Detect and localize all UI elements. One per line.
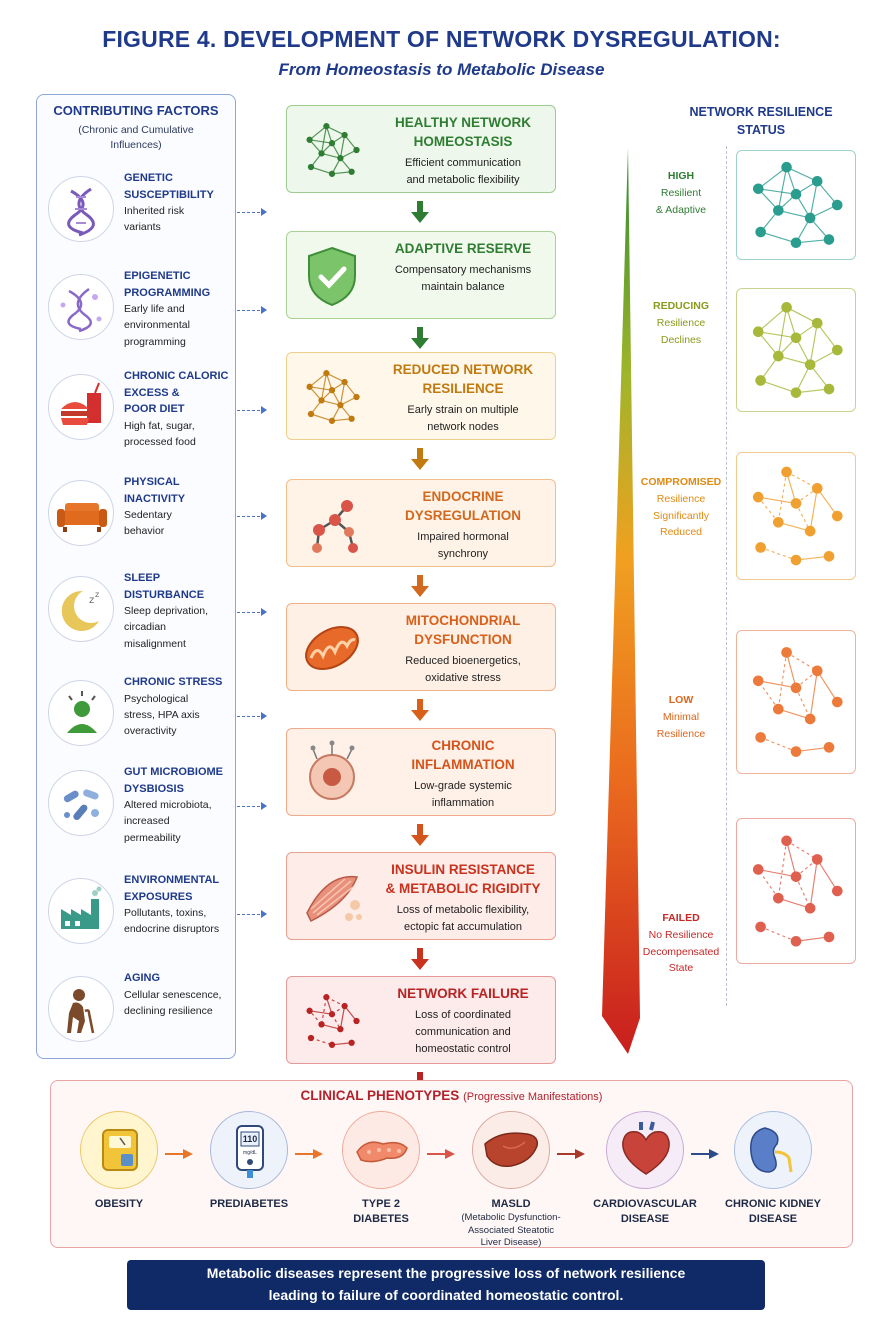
factor-connector-arrow <box>237 310 265 311</box>
stage-down-arrow <box>411 699 429 721</box>
conclusion-line-2: leading to failure of coordinated homeostatic control. <box>268 1286 624 1303</box>
stage-name: MITOCHONDRIAL DYSFUNCTION <box>405 613 521 647</box>
factor-name: PHYSICAL INACTIVITY <box>124 476 186 505</box>
stage-box <box>286 728 556 816</box>
shield-check-icon <box>297 242 367 310</box>
clinical-phenotypes-panel <box>50 1080 853 1248</box>
molecule-icon <box>297 490 367 558</box>
resilience-level: FAILED <box>662 912 700 924</box>
stage-description: Compensatory mechanisms maintain balance <box>394 263 532 293</box>
resilience-description: Minimal Resilience <box>656 710 706 740</box>
contributing-factors-heading: CONTRIBUTING FACTORS <box>53 103 219 118</box>
contributing-factors-subheading: (Chronic and Cumulative Influences) <box>78 124 194 152</box>
factor-connector-arrow <box>237 806 265 807</box>
stage-name: INSULIN RESISTANCE & METABOLIC RIGIDITY <box>385 862 541 896</box>
stage-description: Early strain on multiple network nodes <box>407 403 519 433</box>
factor-description: Early life and environmental programming <box>124 303 190 348</box>
phenotype-item <box>441 1111 581 1250</box>
factor-connector-arrow <box>237 716 265 717</box>
stage-down-arrow <box>411 948 429 970</box>
epigenetic-dna-icon <box>48 274 114 340</box>
figure-subtitle: From Homeostasis to Metabolic Disease <box>278 60 605 79</box>
factor-name: CHRONIC STRESS <box>124 676 223 688</box>
stage-box <box>286 352 556 440</box>
resilience-level: REDUCING <box>652 300 709 312</box>
contributing-factors-header <box>37 103 235 153</box>
stage-down-arrow <box>411 201 429 223</box>
factor-name: SLEEP DISTURBANCE <box>124 572 205 601</box>
svg-text:z: z <box>89 595 95 606</box>
network-diagram <box>736 630 856 774</box>
phenotype-description: (Metabolic Dysfunction- Associated Steatotic Liver Disease) <box>461 1211 561 1249</box>
stage-box <box>286 976 556 1064</box>
factor-item <box>46 368 241 448</box>
factor-name: EPIGENETIC PROGRAMMING <box>124 270 211 299</box>
factor-item <box>46 674 241 754</box>
stage-box <box>286 852 556 940</box>
factor-description: Cellular senescence, declining resilience <box>124 988 222 1017</box>
stage-box <box>286 603 556 691</box>
network-diagram <box>736 288 856 412</box>
mitochondria-icon <box>297 614 367 682</box>
clinical-title-note: (Progressive Manifestations) <box>463 1091 603 1103</box>
stage-name: ENDOCRINE DYSREGULATION <box>404 489 521 523</box>
factor-connector-arrow <box>237 410 265 411</box>
stage-description: Impaired hormonal synchrony <box>417 530 509 560</box>
glucose-unit: mg/dL <box>243 1150 257 1156</box>
phenotype-item <box>311 1111 451 1227</box>
resilience-status <box>638 474 724 541</box>
stage-description: Loss of coordinated communication and homeostatic control <box>414 1008 511 1055</box>
stage-name: REDUCED NETWORK RESILIENCE <box>392 362 534 396</box>
factor-description: Sedentary behavior <box>124 509 172 538</box>
network-diagram <box>736 818 856 964</box>
stage-down-arrow <box>411 327 429 349</box>
figure-title: FIGURE 4. DEVELOPMENT OF NETWORK DYSREGULATION: <box>102 26 781 52</box>
phenotype-name: CARDIOVASCULAR DISEASE <box>593 1198 697 1225</box>
clinical-phenotypes-title <box>51 1088 852 1103</box>
phenotype-name: CHRONIC KIDNEY DISEASE <box>725 1198 821 1225</box>
resilience-level: HIGH <box>667 170 695 182</box>
conclusion-banner <box>127 1260 765 1310</box>
stage-description: Efficient communication and metabolic flexibility <box>405 156 521 186</box>
factor-description: Altered microbiota, increased permeability <box>124 799 212 844</box>
clinical-title-main: CLINICAL PHENOTYPES <box>300 1088 460 1103</box>
dna-icon <box>48 176 114 242</box>
factor-name: ENVIRONMENTAL EXPOSURES <box>124 874 220 903</box>
liver-icon <box>472 1111 550 1189</box>
factor-description: Psychological stress, HPA axis overactivity <box>124 692 200 738</box>
factory-icon <box>48 878 114 944</box>
factor-description: Inherited risk variants <box>124 205 185 234</box>
glucose-value: 110 <box>242 1134 258 1144</box>
resilience-divider <box>726 146 727 1006</box>
stage-box <box>286 231 556 319</box>
factor-item <box>46 872 241 952</box>
sofa-icon <box>48 480 114 546</box>
moon-icon <box>48 576 114 642</box>
svg-text:z: z <box>95 590 100 599</box>
factor-item <box>46 764 241 844</box>
resilience-description: No Resilience Decompensated State <box>642 928 720 975</box>
resilience-description: Resilient & Adaptive <box>655 186 707 216</box>
scale-icon <box>80 1111 158 1189</box>
stage-description: Low-grade systemic inflammation <box>414 779 512 809</box>
broken-network-icon <box>297 987 367 1055</box>
resilience-level: LOW <box>668 694 694 706</box>
factor-connector-arrow <box>237 212 265 213</box>
pancreas-icon <box>342 1111 420 1189</box>
fast-food-icon <box>48 374 114 440</box>
network-icon <box>297 116 367 184</box>
resilience-status <box>638 298 724 348</box>
stage-name: ADAPTIVE RESERVE <box>394 241 532 256</box>
network-icon <box>297 363 367 431</box>
network-diagram <box>736 150 856 260</box>
phenotype-item <box>179 1111 319 1212</box>
network-diagram <box>736 452 856 580</box>
factor-item <box>46 970 241 1050</box>
factor-item <box>46 570 241 650</box>
muscle-icon <box>297 863 367 931</box>
stage-box <box>286 479 556 567</box>
resilience-description: Resilience Declines <box>656 316 706 346</box>
factor-connector-arrow <box>237 914 265 915</box>
resilience-status <box>638 168 724 218</box>
resilience-status <box>638 692 724 742</box>
resilience-heading: NETWORK RESILIENCE STATUS <box>689 105 833 137</box>
factor-connector-arrow <box>237 612 265 613</box>
phenotype-name: PREDIABETES <box>209 1198 289 1210</box>
factor-connector-arrow <box>237 516 265 517</box>
stage-box <box>286 105 556 193</box>
elderly-person-icon <box>48 976 114 1042</box>
stage-name: CHRONIC INFLAMMATION <box>411 738 515 772</box>
factor-item <box>46 268 241 348</box>
microbe-icon <box>48 770 114 836</box>
resilience-status <box>638 910 724 977</box>
stage-description: Reduced bioenergetics, oxidative stress <box>405 654 521 684</box>
factor-name: AGING <box>124 972 161 984</box>
factor-name: GENETIC SUSCEPTIBILITY <box>124 172 214 201</box>
factor-description: High fat, sugar, processed food <box>124 419 196 448</box>
factor-description: Sleep deprivation, circadian misalignment <box>124 605 209 650</box>
glucose-meter-icon <box>210 1111 288 1189</box>
cell-icon <box>297 739 367 807</box>
stage-description: Loss of metabolic flexibility, ectopic fat accumulation <box>396 903 530 933</box>
phenotype-name: TYPE 2 DIABETES <box>353 1198 409 1225</box>
heart-icon <box>606 1111 684 1189</box>
stage-name: HEALTHY NETWORK HOMEOSTASIS <box>395 115 531 149</box>
phenotype-item <box>703 1111 843 1227</box>
phenotype-item <box>575 1111 715 1227</box>
phenotype-name: MASLD <box>491 1198 531 1210</box>
conclusion-line-1: Metabolic diseases represent the progressive loss of network resilience <box>206 1265 686 1281</box>
factor-description: Pollutants, toxins, endocrine disruptors <box>124 907 220 936</box>
stressed-person-icon <box>48 680 114 746</box>
factor-item <box>46 474 241 554</box>
stage-down-arrow <box>411 448 429 470</box>
stage-name: NETWORK FAILURE <box>397 986 529 1001</box>
stage-down-arrow <box>411 575 429 597</box>
factor-name: GUT MICROBIOME DYSBIOSIS <box>124 766 223 795</box>
factor-name: CHRONIC CALORIC EXCESS & POOR DIET <box>124 370 229 415</box>
phenotype-item <box>49 1111 189 1212</box>
stage-down-arrow <box>411 824 429 846</box>
factor-item <box>46 170 241 250</box>
phenotype-name: OBESITY <box>94 1198 144 1210</box>
kidney-icon <box>734 1111 812 1189</box>
resilience-description: Resilience Significantly Reduced <box>652 492 710 539</box>
resilience-level: COMPROMISED <box>640 476 722 488</box>
